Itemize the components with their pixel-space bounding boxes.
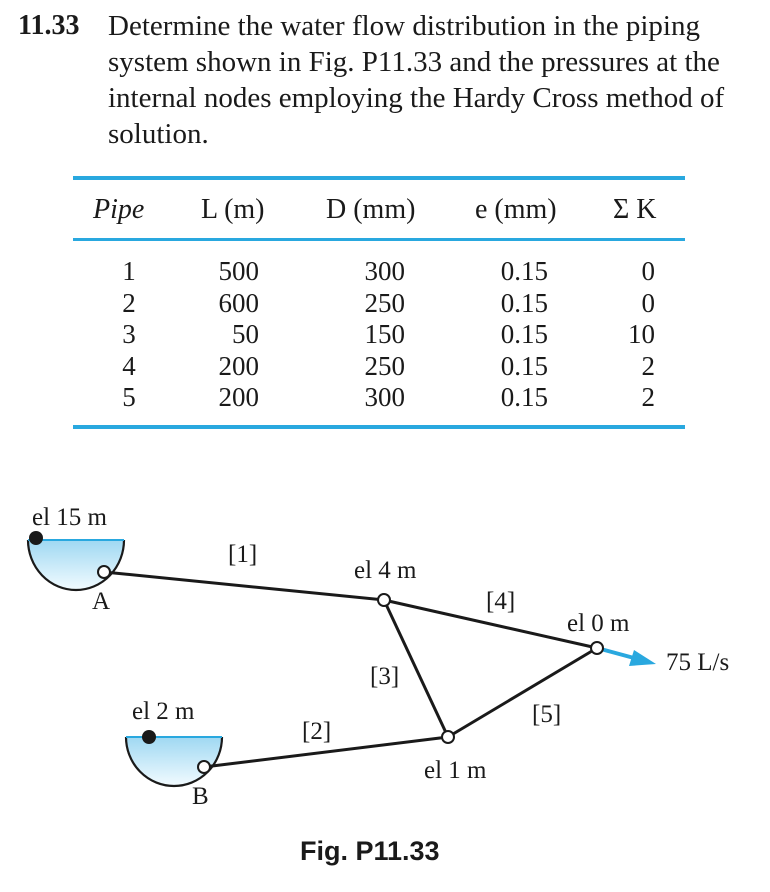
table-cell: 2	[641, 382, 655, 412]
pipe-1	[104, 572, 384, 600]
table-cell: 5	[122, 382, 136, 412]
figure-caption: Fig. P11.33	[300, 836, 440, 866]
label-outflow: 75 L/s	[666, 649, 730, 676]
table-cell: 4	[122, 350, 136, 381]
table-bottom-rule	[73, 425, 685, 429]
problem-text: Determine the water flow distribution in the piping system shown in Fig. P11.33 and the pressures at the internal nodes employing the Hardy Cross method of solution.	[108, 10, 725, 150]
reservoir-b-level-marker	[142, 730, 156, 744]
reservoir-a-level-marker	[29, 531, 43, 545]
header-roughness: e (mm)	[475, 194, 557, 225]
table-header-rule	[73, 238, 685, 241]
label-el-0: el 0 m	[567, 610, 630, 637]
node-b	[198, 761, 210, 773]
junction-el-1	[442, 731, 454, 743]
node-a	[98, 566, 110, 578]
piping-network-figure	[0, 440, 770, 832]
table-top-rule	[73, 176, 685, 180]
outflow-arrow	[597, 648, 656, 666]
column-pipe	[109, 256, 149, 414]
table-cell: 3	[122, 319, 136, 349]
table-cell: 0.15	[500, 382, 548, 412]
table-cell: 500	[218, 256, 259, 286]
column-diameter	[343, 256, 405, 414]
table-cell: 250	[364, 287, 405, 318]
label-el-1: el 1 m	[424, 757, 487, 784]
table-cell: 2	[641, 350, 655, 381]
table-cell: 0	[641, 256, 655, 286]
column-minor-loss	[609, 256, 655, 414]
column-roughness	[493, 256, 548, 414]
table-cell: 0.15	[500, 287, 548, 318]
header-length: L (m)	[201, 194, 265, 225]
header-minor-loss: Σ K	[613, 194, 657, 225]
reservoir-b	[126, 730, 222, 786]
table-cell: 300	[364, 256, 405, 286]
table-cell: 0	[641, 287, 655, 318]
problem-number: 11.33	[18, 10, 80, 41]
label-pipe-3: [3]	[370, 663, 400, 690]
table-cell: 150	[364, 319, 405, 349]
table-cell: 250	[364, 350, 405, 381]
label-pipe-4: [4]	[486, 588, 516, 615]
label-el-2: el 2 m	[132, 698, 195, 725]
label-pipe-1: [1]	[228, 541, 258, 568]
junction-el-0	[591, 642, 603, 654]
table-cell: 600	[218, 287, 259, 318]
reservoir-a	[28, 531, 124, 590]
table-cell: 300	[364, 382, 405, 412]
label-node-b: B	[192, 783, 209, 810]
label-node-a: A	[92, 588, 111, 615]
label-pipe-2: [2]	[302, 718, 332, 745]
header-pipe: Pipe	[93, 194, 145, 225]
table-cell: 50	[232, 319, 259, 349]
table-cell: 10	[628, 319, 655, 349]
table-cell: 0.15	[500, 256, 548, 286]
header-diameter: D (mm)	[326, 194, 416, 225]
table-cell: 200	[218, 382, 259, 412]
table-cell: 1	[122, 256, 136, 286]
label-el-15: el 15 m	[32, 504, 107, 531]
table-cell: 2	[122, 287, 136, 318]
pipe-5	[448, 648, 597, 737]
table-cell: 0.15	[500, 350, 548, 381]
column-length	[197, 256, 259, 414]
table-cell: 200	[218, 350, 259, 381]
label-el-4: el 4 m	[354, 557, 417, 584]
label-pipe-5: [5]	[532, 701, 562, 728]
junction-el-4	[378, 594, 390, 606]
table-cell: 0.15	[500, 319, 548, 349]
